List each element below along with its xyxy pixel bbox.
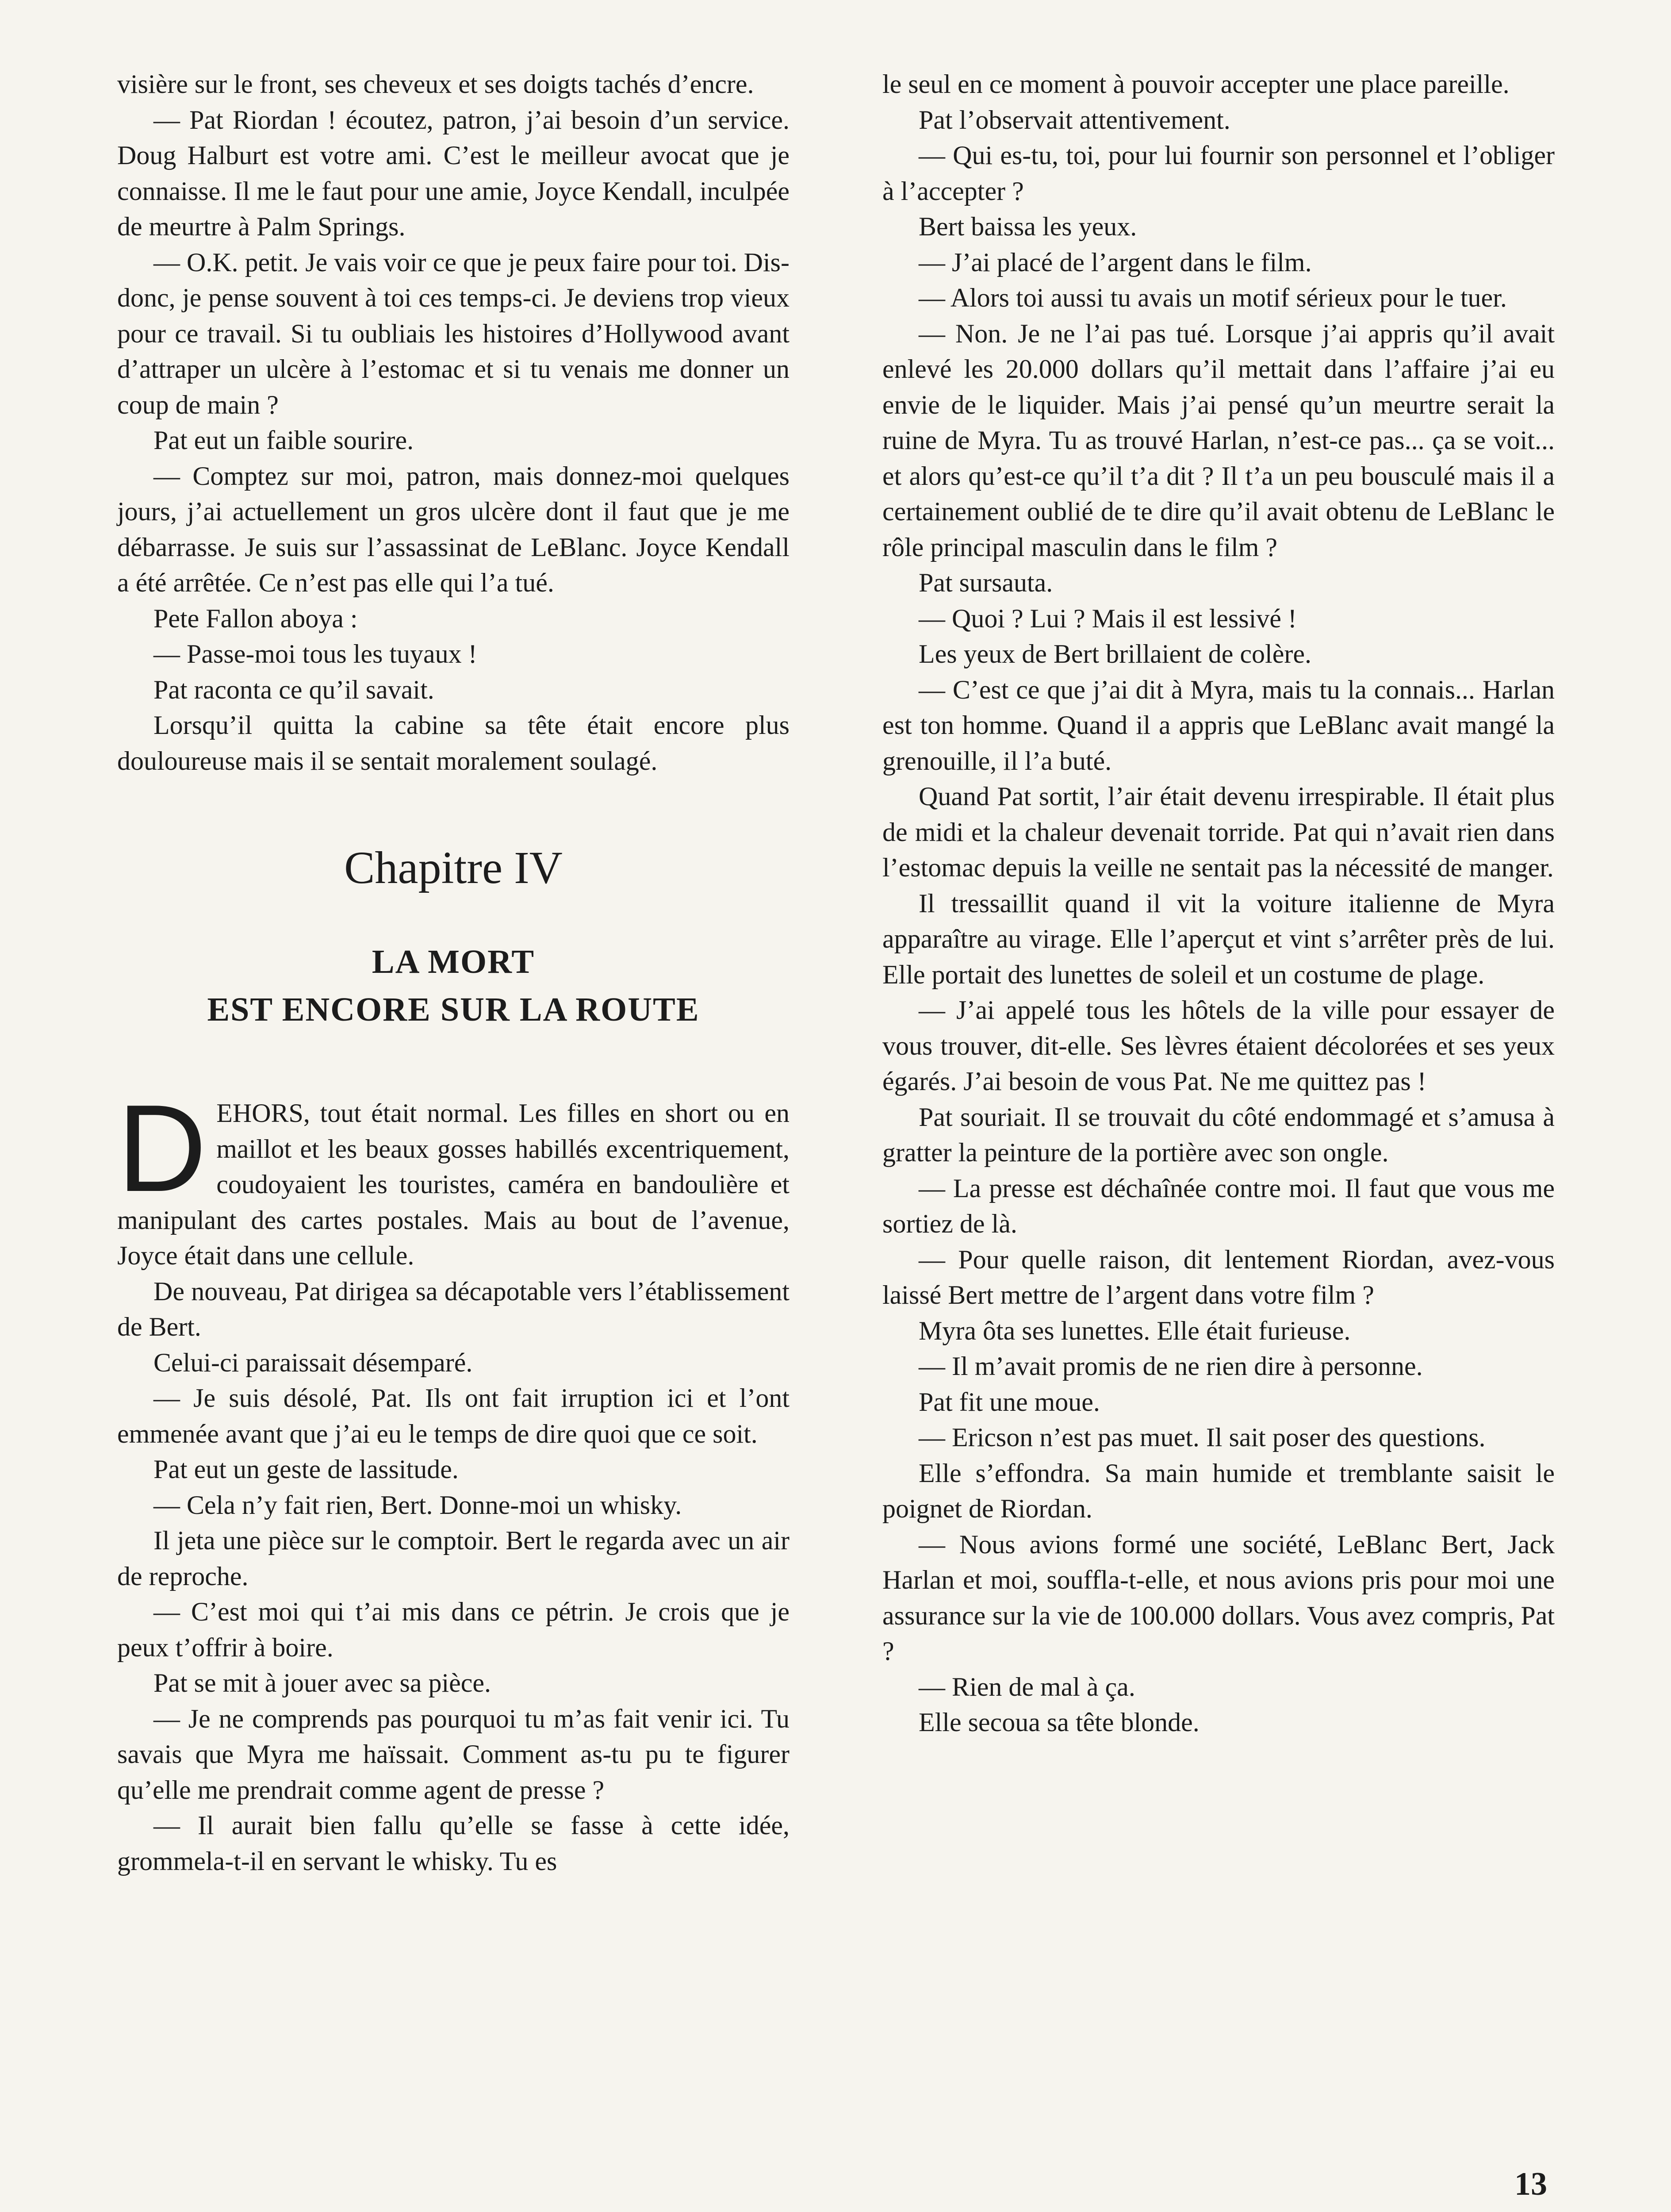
paragraph: — La presse est déchaînée contre moi. Il faut que vous me sortiez de là.: [882, 1173, 1555, 1238]
left-column: [117, 66, 790, 1879]
paragraph: Myra ôta ses lunettes. Elle était furieuse.: [919, 1316, 1351, 1345]
paragraph: — Il m’avait promis de ne rien dire à personne.: [919, 1352, 1423, 1381]
paragraph: Pat fit une moue.: [919, 1387, 1100, 1417]
paragraph: — Alors toi aussi tu avais un motif sérieux pour le tuer.: [919, 283, 1507, 312]
paragraph: Pat sursauta.: [919, 568, 1053, 597]
paragraph: — O.K. petit. Je vais voir ce que je peux faire pour toi. Dis-donc, je pense souvent à toi ces temps-ci. Je deviens trop vieux pour ce travail. Si tu oubliais les histoires d’Hollywood avant d’attraper un ulcère à l’estomac et si tu venais me donner un coup de main ?: [117, 247, 790, 419]
right-column: [882, 66, 1555, 1740]
paragraph: — Nous avions formé une société, LeBlanc Bert, Jack Harlan et moi, souffla-t-elle, et nous avions pris pour moi une assurance sur la vie de 100.000 dollars. Vous avez compris, Pat ?: [882, 1529, 1555, 1666]
paragraph: Pete Fallon aboya :: [153, 603, 358, 633]
paragraph: Pat raconta ce qu’il savait.: [153, 675, 434, 704]
paragraph: — Rien de mal à ça.: [919, 1672, 1135, 1701]
paragraph: Celui-ci paraissait désemparé.: [153, 1348, 473, 1377]
paragraph: — Pat Riordan ! écoutez, patron, j’ai besoin d’un service. Doug Halburt est votre ami. C’est le meilleur avocat que je connaisse. Il me le faut pour une amie, Joyce Kendall, inculpée de meurtre à Palm Springs.: [117, 105, 790, 241]
paragraph: visière sur le front, ses cheveux et ses doigts tachés d’encre.: [117, 69, 754, 99]
paragraph: — Il aurait bien fallu qu’elle se fasse à cette idée, grommela-t-il en servant le whisky. Tu es: [117, 1811, 790, 1876]
paragraph: Il tressaillit quand il vit la voiture italienne de Myra apparaître au virage. Elle l’aperçut et vint s’arrêter près de lui. Elle portait des lunettes de soleil et un costume de plage.: [882, 888, 1555, 989]
paragraph: Elle secoua sa tête blonde.: [919, 1708, 1200, 1737]
paragraph: — J’ai placé de l’argent dans le film.: [919, 247, 1312, 277]
opening-word: EHORS,: [216, 1098, 310, 1128]
drop-cap: D: [117, 1079, 207, 1217]
paragraph: Pat eut un faible sourire.: [153, 426, 414, 455]
opening-paragraph: [117, 1079, 790, 1274]
section-title-line: EST ENCORE SUR LA ROUTE: [207, 991, 700, 1028]
paragraph: Pat l’observait attentivement.: [919, 105, 1230, 134]
chapter-title: Chapitre IV: [344, 842, 563, 893]
paragraph: — Je suis désolé, Pat. Ils ont fait irruption ici et l’ont emmenée avant que j’ai eu le temps de dire quoi que ce soit.: [117, 1383, 790, 1448]
section-title: [117, 938, 790, 1033]
paragraph: — Qui es-tu, toi, pour lui fournir son personnel et l’obliger à l’accepter ?: [882, 141, 1555, 206]
opening-text: tout était normal. Les filles en short ou en maillot et les beaux gosses habillés excentriquement, coudoyaient les touristes, caméra en bandoulière et manipulant des cartes postales. Mais au bout de l’avenue, Joyce était dans une cellule.: [117, 1098, 790, 1270]
paragraph: le seul en ce moment à pouvoir accepter une place pareille.: [882, 69, 1510, 99]
paragraph: — Comptez sur moi, patron, mais donnez-moi quelques jours, j’ai actuellement un gros ulcère dont il faut que je me débarrasse. Je suis sur l’assassinat de LeBlanc. Joyce Kendall a été arrêtée. Ce n’est pas elle qui l’a tué.: [117, 461, 790, 597]
paragraph: — J’ai appelé tous les hôtels de la ville pour essayer de vous trouver, dit-elle. Ses lèvres étaient décolorées et ses yeux égarés. J’ai besoin de vous Pat. Ne me quittez pas !: [882, 995, 1555, 1096]
paragraph: — Non. Je ne l’ai pas tué. Lorsque j’ai appris qu’il avait enlevé les 20.000 dollars qu’il mettait dans l’affaire j’ai eu envie de le liquider. Mais j’ai pensé qu’un meurtre serait la ruine de Myra. Tu as trouvé Harlan, n’est-ce pas... ça se voit... et alors qu’est-ce qu’il t’a dit ? Il t’a un peu bousculé mais il a certainement oublié de te dire qu’il avait obtenu de LeBlanc le rôle principal masculin dans le film ?: [882, 319, 1555, 562]
paragraph: Quand Pat sortit, l’air était devenu irrespirable. Il était plus de midi et la chaleur devenait torride. Pat qui n’avait rien dans l’estomac depuis la veille ne sentait pas la nécessité de manger.: [882, 782, 1555, 882]
paragraph: Pat souriait. Il se trouvait du côté endommagé et s’amusa à gratter la peinture de la portière avec son ongle.: [882, 1102, 1555, 1167]
paragraph: — C’est ce que j’ai dit à Myra, mais tu la connais... Harlan est ton homme. Quand il a appris que LeBlanc avait mangé la grenouille, il l’a buté.: [882, 675, 1555, 776]
paragraph: Bert baissa les yeux.: [919, 212, 1137, 241]
paragraph: Pat eut un geste de lassitude.: [153, 1455, 459, 1484]
paragraph: — Ericson n’est pas muet. Il sait poser des questions.: [919, 1423, 1486, 1452]
paragraph: Les yeux de Bert brillaient de colère.: [919, 639, 1311, 668]
paragraph: Elle s’effondra. Sa main humide et tremblante saisit le poignet de Riordan.: [882, 1458, 1555, 1523]
page-number: 13: [1514, 2166, 1547, 2202]
paragraph: — Quoi ? Lui ? Mais il est lessivé !: [919, 603, 1297, 633]
paragraph: — Cela n’y fait rien, Bert. Donne-moi un whisky.: [153, 1490, 682, 1520]
paragraph: Lorsqu’il quitta la cabine sa tête était encore plus douloureuse mais il se sentait moralement soulagé.: [117, 710, 790, 776]
paragraph: Il jeta une pièce sur le comptoir. Bert le regarda avec un air de reproche.: [117, 1526, 790, 1591]
paragraph: De nouveau, Pat dirigea sa décapotable vers l’établissement de Bert.: [117, 1276, 790, 1341]
paragraph: — C’est moi qui t’ai mis dans ce pétrin. Je crois que je peux t’offrir à boire.: [117, 1597, 790, 1662]
section-title-line: LA MORT: [372, 943, 535, 980]
paragraph: — Pour quelle raison, dit lentement Riordan, avez-vous laissé Bert mettre de l’argent dans votre film ?: [882, 1244, 1555, 1310]
paragraph: — Je ne comprends pas pourquoi tu m’as fait venir ici. Tu savais que Myra me haïssait. Comment as-tu pu te figurer qu’elle me prendrait comme agent de presse ?: [117, 1704, 790, 1805]
paragraph: Pat se mit à jouer avec sa pièce.: [153, 1668, 491, 1697]
paragraph: — Passe-moi tous les tuyaux !: [153, 639, 477, 668]
